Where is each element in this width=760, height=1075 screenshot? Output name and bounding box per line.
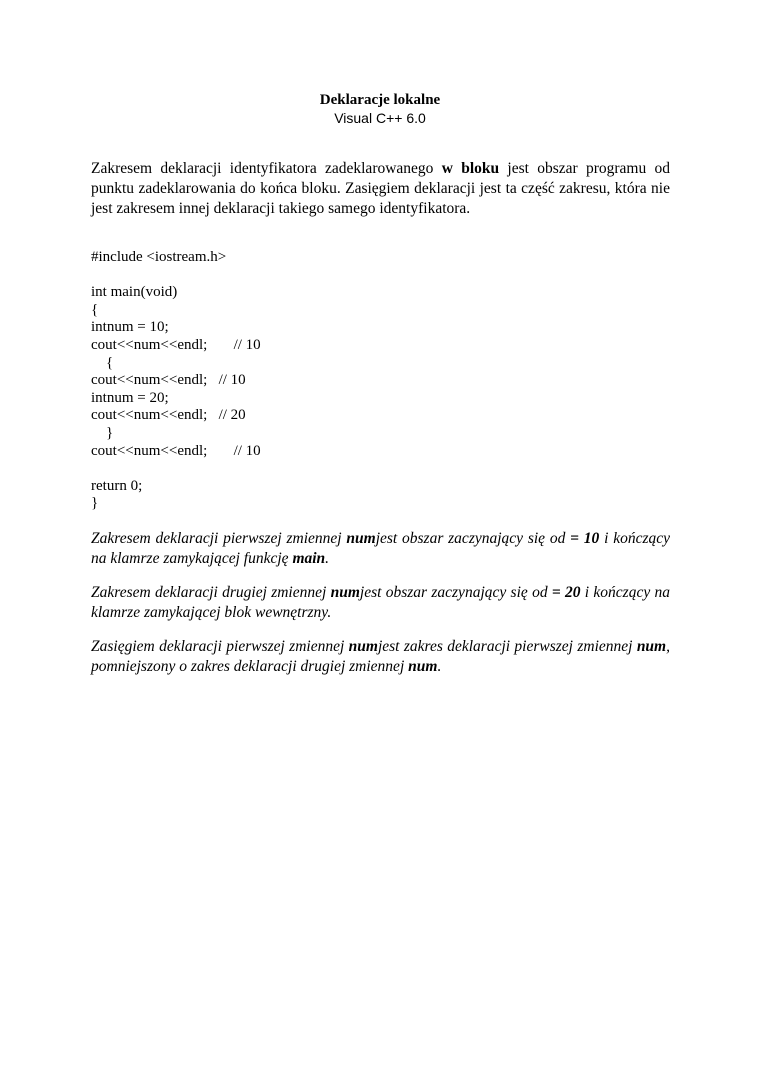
- intro-paragraph: [91, 159, 670, 219]
- code-line: intnum = 20;: [91, 389, 169, 406]
- code-line: cout<<num<<endl; // 10: [91, 442, 261, 459]
- code-line: intnum = 10;: [91, 319, 169, 336]
- note-text: Zakresem deklaracji pierwszej zmiennej: [91, 530, 347, 547]
- note-text: i kończący na klamrze zamykającej funkcję: [91, 530, 670, 567]
- note-bold: main: [292, 550, 326, 567]
- note-paragraph-1: [91, 529, 670, 569]
- page-title: Deklaracje lokalne: [319, 92, 441, 108]
- intro-text-1: Zakresem deklaracji identyfikatora zadeklarowanego: [91, 160, 442, 177]
- note-bold: num: [348, 638, 378, 655]
- note-bold: = 10: [570, 530, 600, 547]
- note-text: Zasięgiem deklaracji pierwszej zmiennej: [91, 638, 349, 655]
- code-line: }: [91, 495, 99, 512]
- note-text: Zakresem deklaracji drugiej zmiennej: [91, 584, 331, 601]
- code-line: [91, 460, 261, 478]
- note-text: i kończący na klamrze zamykającej blok wewnętrzny: [91, 584, 671, 621]
- intro-text-2: jest obszar programu od punktu zadeklarowania do końca bloku. Zasięgiem deklaracji jest ta część zakresu, która nie jest zakresem innej deklaracji takiego samego identyfikatora.: [91, 160, 670, 217]
- note-text: , pomniejszony o zakres deklaracji drugiej zmiennej: [91, 638, 670, 675]
- code-line: {: [91, 301, 99, 318]
- note-paragraph-2: [91, 583, 670, 623]
- code-line: int main(void): [91, 284, 178, 301]
- note-text: jest obszar zaczynający się od: [359, 584, 552, 601]
- code-line: cout<<num<<endl; // 10: [91, 372, 246, 389]
- code-line: cout<<num<<endl; // 20: [91, 407, 246, 424]
- intro-bold-term: w bloku: [441, 160, 500, 177]
- note-bold: num: [636, 638, 667, 655]
- note-bold: num: [346, 530, 376, 547]
- note-text: .: [437, 658, 442, 675]
- note-bold: num: [408, 658, 438, 675]
- note-text: .: [325, 550, 330, 567]
- note-bold: num: [330, 584, 360, 601]
- code-line: [91, 267, 261, 285]
- code-line: return 0;: [91, 477, 143, 494]
- code-listing: [91, 249, 261, 513]
- note-text: .: [327, 604, 332, 621]
- code-line: {: [91, 354, 114, 371]
- code-line: }: [91, 424, 114, 441]
- note-paragraph-3: [91, 637, 670, 677]
- page-subtitle: Visual C++ 6.0: [334, 110, 426, 126]
- notes-section: [91, 529, 670, 691]
- title-block: [0, 91, 760, 127]
- note-text: jest zakres deklaracji pierwszej zmiennej: [377, 638, 637, 655]
- code-line: #include <iostream.h>: [91, 249, 227, 265]
- note-bold: = 20: [551, 584, 581, 601]
- code-line: cout<<num<<endl; // 10: [91, 336, 261, 353]
- note-text: jest obszar zaczynający się od: [375, 530, 571, 547]
